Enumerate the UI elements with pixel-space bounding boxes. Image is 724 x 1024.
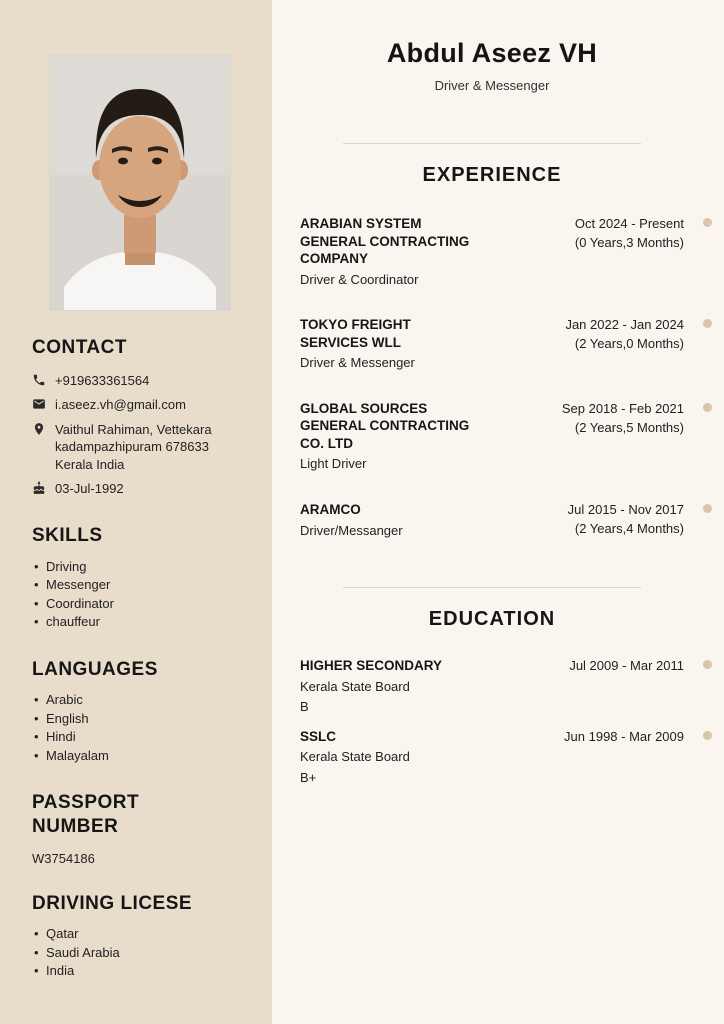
profile-photo bbox=[50, 55, 230, 310]
company-name: GLOBAL SOURCES GENERAL CONTRACTING CO. LTD bbox=[300, 400, 470, 451]
passport-section bbox=[32, 791, 248, 866]
contact-item-birthday bbox=[32, 480, 248, 498]
contact-item-email bbox=[32, 396, 248, 414]
experience-entry-dates bbox=[472, 316, 684, 354]
list-item: • India bbox=[32, 962, 248, 980]
contact-heading: CONTACT bbox=[32, 337, 127, 358]
skills-section bbox=[32, 524, 248, 632]
education-entry-left bbox=[300, 657, 520, 716]
contact-item-address bbox=[32, 421, 248, 474]
email-icon bbox=[32, 397, 47, 411]
passport-number: W3754186 bbox=[32, 850, 95, 866]
birthday-icon bbox=[32, 481, 47, 495]
languages-list bbox=[32, 691, 248, 765]
experience-entry-dates bbox=[472, 501, 684, 539]
contact-email-text: i.aseez.vh@gmail.com bbox=[55, 397, 186, 413]
phone-icon bbox=[32, 373, 47, 387]
divider bbox=[343, 587, 641, 588]
date-range: Sep 2018 - Feb 2021 bbox=[561, 400, 684, 416]
experience-heading: EXPERIENCE bbox=[422, 164, 562, 186]
duration: (0 Years,3 Months) bbox=[574, 234, 684, 250]
contact-section bbox=[32, 336, 248, 498]
board-name: Kerala State Board bbox=[300, 749, 410, 765]
list-item: • Saudi Arabia bbox=[32, 944, 248, 962]
list-item: • Malayalam bbox=[32, 747, 248, 765]
role-title: Driver & Messenger bbox=[300, 355, 415, 371]
contact-item-phone bbox=[32, 372, 248, 390]
date-range: Jul 2015 - Nov 2017 bbox=[567, 502, 684, 518]
main-content bbox=[272, 0, 724, 1024]
contact-address-text: Vaithul Rahiman, Vettekara kadampazhipuram 678633 Kerala India bbox=[55, 421, 212, 472]
duration: (2 Years,0 Months) bbox=[574, 336, 684, 352]
date-range: Oct 2024 - Present bbox=[574, 216, 684, 231]
school-name: HIGHER SECONDARY bbox=[300, 658, 443, 674]
experience-entry bbox=[300, 215, 684, 288]
driving-license-heading: DRIVING LICESE bbox=[32, 892, 193, 914]
list-item: • Qatar bbox=[32, 925, 248, 943]
driving-license-section bbox=[32, 892, 248, 981]
role-title: Driver & Coordinator bbox=[300, 271, 419, 287]
education-entry bbox=[300, 728, 684, 787]
board-name: Kerala State Board bbox=[300, 678, 410, 694]
timeline-dot bbox=[703, 504, 712, 513]
list-item: • chauffeur bbox=[32, 613, 248, 631]
company-name: ARABIAN SYSTEM GENERAL CONTRACTING COMPANY bbox=[300, 216, 470, 267]
date-range: Jul 2009 - Mar 2011 bbox=[569, 658, 684, 674]
list-item: • Hindi bbox=[32, 728, 248, 746]
experience-entry bbox=[300, 400, 684, 473]
experience-entry-left bbox=[300, 215, 472, 288]
experience-entry-left bbox=[300, 501, 472, 539]
duration: (2 Years,5 Months) bbox=[574, 419, 684, 435]
education-entry bbox=[300, 657, 684, 716]
grade: B+ bbox=[300, 769, 317, 785]
company-name: ARAMCO bbox=[300, 502, 361, 518]
page-title: Abdul Aseez VH bbox=[386, 38, 598, 68]
education-entry-left bbox=[300, 728, 520, 787]
company-name: TOKYO FREIGHT SERVICES WLL bbox=[300, 317, 411, 350]
contact-list bbox=[32, 372, 248, 498]
contact-phone-text: +919633361564 bbox=[55, 372, 150, 388]
experience-entries bbox=[300, 215, 684, 539]
education-heading: EDUCATION bbox=[428, 608, 556, 631]
driving-license-list bbox=[32, 925, 248, 980]
role-title: Light Driver bbox=[300, 456, 367, 472]
timeline-dot bbox=[703, 403, 712, 412]
sidebar bbox=[0, 0, 272, 1024]
contact-birthday-text: 03-Jul-1992 bbox=[55, 481, 124, 497]
list-item: • Coordinator bbox=[32, 595, 248, 613]
list-item: • English bbox=[32, 710, 248, 728]
date-range: Jan 2022 - Jan 2024 bbox=[565, 317, 684, 333]
list-item: • Driving bbox=[32, 558, 248, 576]
experience-entry-dates bbox=[472, 400, 684, 438]
languages-heading: LANGUAGES bbox=[32, 658, 158, 680]
location-icon bbox=[32, 422, 47, 436]
experience-entry-dates bbox=[472, 215, 684, 253]
passport-heading: PASSPORT NUMBER bbox=[32, 792, 140, 837]
education-entries bbox=[300, 657, 684, 786]
divider bbox=[343, 143, 641, 144]
education-entry-dates bbox=[520, 657, 684, 676]
skills-heading: SKILLS bbox=[32, 525, 103, 547]
timeline-dot bbox=[703, 731, 712, 740]
languages-section bbox=[32, 658, 248, 766]
experience-entry bbox=[300, 316, 684, 372]
timeline-dot bbox=[703, 319, 712, 328]
timeline-dot bbox=[703, 660, 712, 669]
school-name: SSLC bbox=[300, 728, 337, 744]
education-entry-dates bbox=[520, 728, 684, 747]
list-item: • Arabic bbox=[32, 691, 248, 709]
profile-photo-illustration bbox=[50, 55, 230, 310]
skills-list bbox=[32, 558, 248, 632]
experience-entry bbox=[300, 501, 684, 539]
job-title: Driver & Messenger bbox=[434, 78, 550, 93]
list-item: • Messenger bbox=[32, 576, 248, 594]
timeline-dot bbox=[703, 218, 712, 227]
duration: (2 Years,4 Months) bbox=[574, 520, 684, 536]
role-title: Driver/Messanger bbox=[300, 522, 403, 538]
experience-entry-left bbox=[300, 316, 472, 372]
date-range: Jun 1998 - Mar 2009 bbox=[564, 728, 684, 744]
experience-entry-left bbox=[300, 400, 472, 473]
grade: B bbox=[300, 699, 309, 715]
